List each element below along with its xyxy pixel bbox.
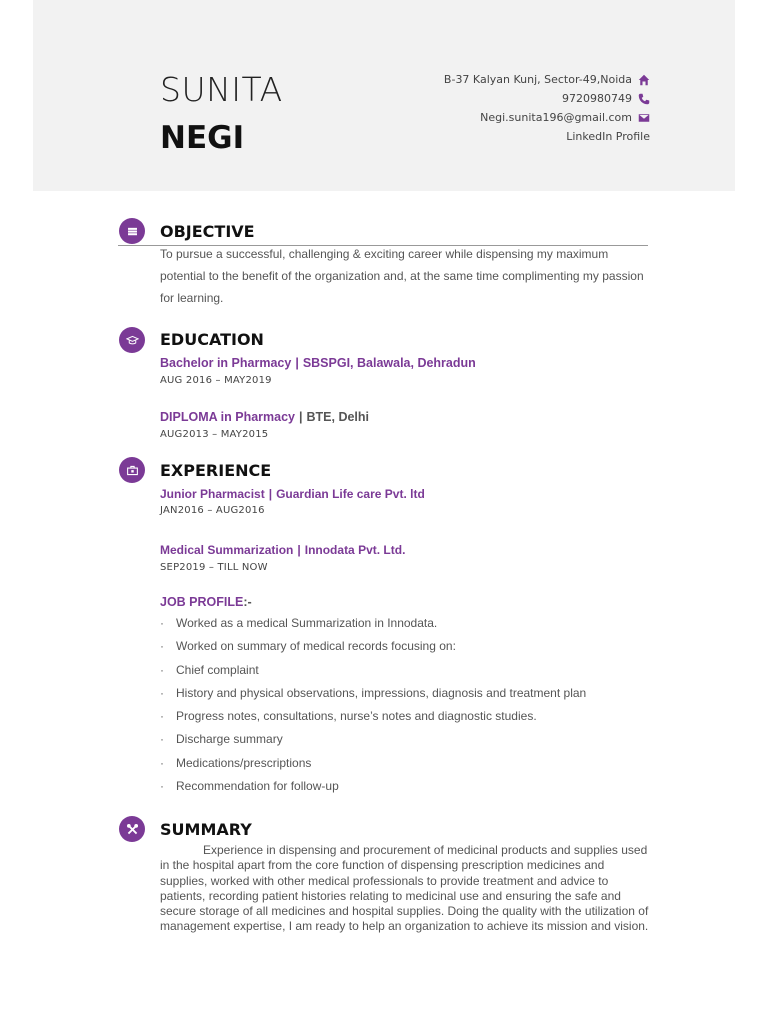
job-profile-list: [160, 614, 586, 800]
bullet-icon: ·: [160, 709, 164, 724]
experience-heading: EXPERIENCE: [160, 461, 272, 480]
degree: Bachelor in Pharmacy: [160, 356, 292, 370]
separator: |: [295, 356, 299, 370]
summary-heading: SUMMARY: [160, 820, 252, 839]
job-profile-suffix: :-: [243, 595, 252, 609]
contact-linkedin: [444, 127, 650, 146]
summary-text: Experience in dispensing and procurement of medicinal products and supplies used in the hospital apart from the core function of dispensing prescription medicines and supplies, worked with other medical professionals to provide treatment and advice to patients, recording patient histories relating to medicinal use and ensuring the safe and secure storage of all medicines and hospital supplies. Doing the quality with the utilization of management expertise, I am ready to help an organization to achieve its mission and vision.: [160, 843, 649, 934]
education-item: [160, 410, 369, 424]
list-item: [160, 777, 586, 800]
separator: |: [299, 410, 303, 424]
tools-icon: [119, 816, 145, 842]
bullet-icon: ·: [160, 685, 164, 700]
email-icon: [637, 111, 650, 124]
education-item: [160, 356, 476, 370]
list-item: [160, 707, 586, 730]
address-text: B-37 Kalyan Kunj, Sector-49,Noida: [443, 73, 632, 86]
contact-email: [444, 108, 650, 127]
list-item: [160, 614, 586, 637]
bullet-text: Worked as a medical Summarization in Innodata.: [176, 616, 438, 630]
home-icon: [637, 73, 650, 86]
phone-icon: [637, 92, 650, 105]
bullet-text: Discharge summary: [176, 732, 283, 747]
first-name: SUNITA: [160, 70, 283, 109]
role: Medical Summarization: [160, 543, 294, 557]
list-item: [160, 730, 586, 753]
experience-dates: SEP2019 – TILL NOW: [160, 562, 268, 573]
bullet-text: Medications/prescriptions: [176, 755, 312, 770]
bullet-text: Chief complaint: [176, 662, 259, 677]
linkedin-link[interactable]: LinkedIn Profile: [566, 130, 650, 143]
list-item: [160, 637, 586, 660]
bullet-text: History and physical observations, impressions, diagnosis and treatment plan: [176, 685, 587, 700]
separator: |: [268, 487, 273, 501]
last-name: NEGI: [160, 120, 245, 156]
job-profile-label: [160, 595, 252, 609]
list-item: [160, 754, 586, 777]
role: Junior Pharmacist: [160, 487, 265, 501]
contact-block: [444, 70, 650, 146]
bullet-icon: ·: [160, 639, 164, 654]
bullet-text: Progress notes, consultations, nurse’s notes and diagnostic studies.: [176, 709, 537, 724]
bullet-icon: ·: [160, 732, 164, 747]
objective-heading: OBJECTIVE: [160, 222, 255, 241]
degree: DIPLOMA in Pharmacy: [160, 410, 295, 424]
graduation-cap-icon: [119, 327, 145, 353]
email-text[interactable]: Negi.sunita196@gmail.com: [480, 111, 632, 124]
experience-item: [160, 543, 405, 557]
list-item: [160, 684, 586, 707]
bullet-icon: ·: [160, 779, 164, 794]
company: Guardian Life care Pvt. ltd: [276, 487, 425, 501]
institution: BTE, Delhi: [306, 410, 370, 424]
contact-phone: [444, 89, 650, 108]
bullet-icon: ·: [160, 755, 164, 770]
bullet-text: Worked on summary of medical records focusing on:: [176, 639, 456, 654]
bullet-text: Recommendation for follow-up: [176, 779, 339, 794]
list-item: [160, 661, 586, 684]
bullet-icon: ·: [160, 616, 164, 630]
education-heading: EDUCATION: [160, 330, 264, 349]
education-dates: AUG 2016 – MAY2019: [160, 375, 272, 386]
institution: SBSPGI, Balawala, Dehradun: [302, 356, 476, 370]
experience-dates: JAN2016 – AUG2016: [160, 505, 265, 516]
phone-text: 9720980749: [562, 92, 632, 105]
experience-item: [160, 487, 425, 501]
list-icon: [119, 218, 145, 244]
contact-address: [444, 70, 650, 89]
objective-text: To pursue a successful, challenging & exciting career while dispensing my maximum potential to the benefit of the organization and, at the same time complimenting my passion for learning.: [160, 247, 644, 305]
job-profile-text: JOB PROFILE: [160, 595, 244, 609]
separator: |: [297, 543, 301, 557]
briefcase-icon: [119, 457, 145, 483]
company: Innodata Pvt. Ltd.: [304, 543, 406, 557]
bullet-icon: ·: [160, 662, 164, 677]
education-dates: AUG2013 – MAY2015: [160, 429, 269, 440]
